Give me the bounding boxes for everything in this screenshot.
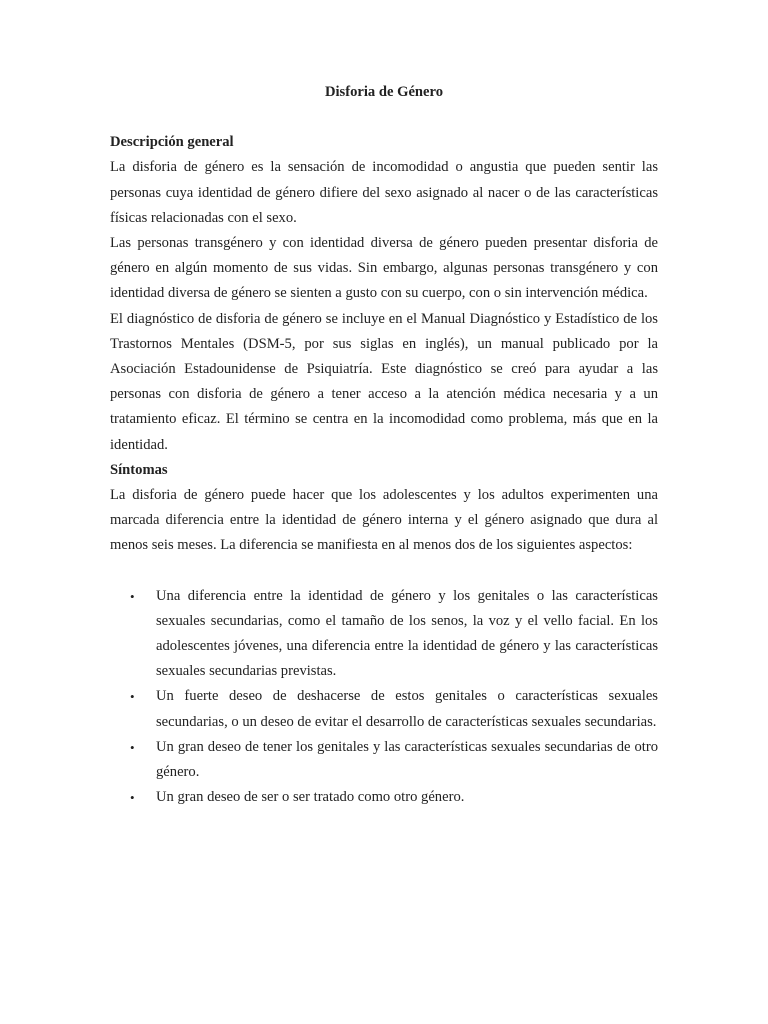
document-page <box>110 80 658 810</box>
list-item <box>110 735 658 785</box>
list-item <box>110 584 658 685</box>
paragraph-1: La disforia de género es la sensación de incomodidad o angustia que pueden sentir las personas cuya identidad de género difiere del sexo asignado al nacer o de las características físicas relacionadas con el sexo. <box>110 159 658 226</box>
list-item-text: Una diferencia entre la identidad de género y los genitales o las características sexuales secundarias, como el tamaño de los senos, la voz y el vello facial. En los adolescentes jóvenes, una diferencia entre la identidad de género y las características sexuales secundarias previstas. <box>156 587 658 680</box>
bullet-icon: • <box>130 588 135 604</box>
bullet-icon: • <box>130 689 135 705</box>
list-item <box>110 785 658 810</box>
symptom-list <box>110 584 658 811</box>
section-heading-sintomas: Síntomas <box>110 461 168 478</box>
paragraph-4: La disforia de género puede hacer que los adolescentes y los adultos experimenten una marcada diferencia entre la identidad de género interna y el género asignado que dura al menos seis meses. La diferencia se manifiesta en al menos dos de los siguientes aspectos: <box>110 487 658 554</box>
document-title: Disforia de Género <box>324 84 444 100</box>
list-item-text: Un gran deseo de tener los genitales y las características sexuales secundarias de otro género. <box>156 738 658 781</box>
list-item-text: Un gran deseo de ser o ser tratado como otro género. <box>156 789 465 806</box>
paragraph-2: Las personas transgénero y con identidad diversa de género pueden presentar disforia de género en algún momento de sus vidas. Sin embargo, algunas personas transgénero y con identidad diversa de género se sienten a gusto con su cuerpo, con o sin intervención médica. <box>110 235 658 302</box>
list-item-text: Un fuerte deseo de deshacerse de estos genitales o características sexuales secundarias, o un deseo de evitar el desarrollo de características sexuales secundarias. <box>156 688 658 730</box>
bullet-icon: • <box>130 790 135 806</box>
section-heading-descripcion: Descripción general <box>110 134 234 151</box>
paragraph-3: El diagnóstico de disforia de género se incluye en el Manual Diagnóstico y Estadístico de los Trastornos Mentales (DSM-5, por sus siglas en inglés), un manual publicado por la Asociación Estadounidense de Psiquiatría. Este diagnóstico se creó para ayudar a las personas con disforia de género a tener acceso a la atención médica necesaria y a un tratamiento eficaz. El término se centra en la incomodidad como problema, más que en la identidad. <box>110 310 658 453</box>
bullet-icon: • <box>130 739 135 755</box>
list-item <box>110 684 658 734</box>
